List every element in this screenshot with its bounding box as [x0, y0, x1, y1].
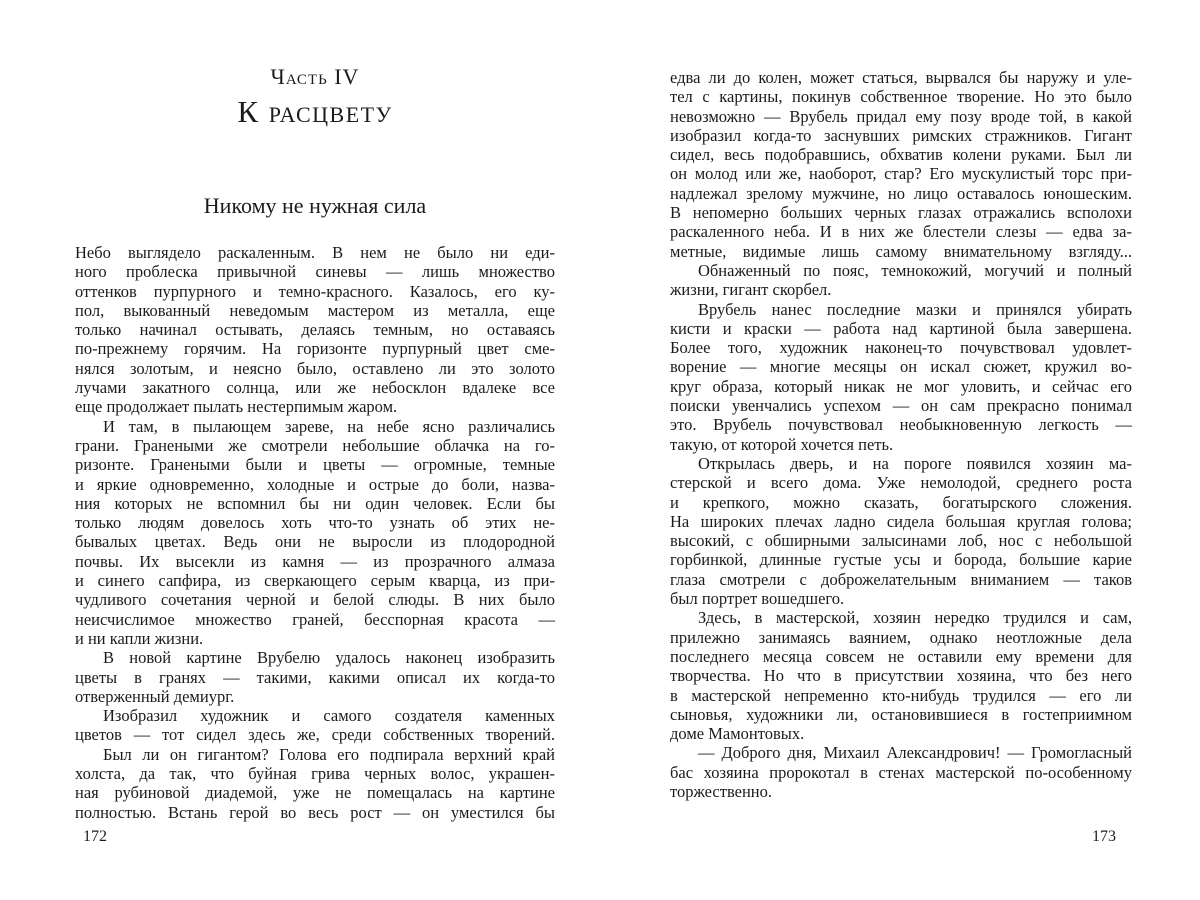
- paragraph: [670, 608, 1132, 743]
- page-number-left: 172: [83, 828, 107, 845]
- text-line: ная рубиновой диадемой, уже не помещалась на картине: [75, 783, 555, 803]
- text-line: надлежал зрелому мужчине, но лицо оставалось юношеским.: [670, 183, 1132, 203]
- text-line: — Доброго дня, Михаил Александрович! — Громогласный: [698, 743, 1132, 763]
- text-line: Более того, художник наконец-то почувствовал удовлет-: [670, 338, 1132, 358]
- text-line: только начинал остывать, делаясь темным, но оставаясь: [75, 320, 555, 340]
- paragraph: [670, 68, 1132, 261]
- page-body-left: [75, 243, 555, 822]
- text-line: В непомерно больших черных глазах отражались всполохи: [670, 203, 1132, 223]
- text-line: Небо выглядело раскаленным. В нем не было ни еди-: [75, 243, 555, 262]
- page-right: [670, 0, 1132, 900]
- text-line: бас хозяина пророкотал в стенах мастерской по-особенному: [670, 762, 1132, 782]
- text-line: это. Врубель почувствовал необыкновенную легкость —: [670, 415, 1132, 435]
- chapter-title: Никому не нужная сила: [203, 193, 427, 218]
- text-line: цветов — тот сидел здесь же, среди собственных творений.: [75, 725, 555, 745]
- part-label: Часть IV: [270, 64, 360, 89]
- text-line: чудливого сочетания черной и белой слюды. В них было: [75, 590, 555, 610]
- text-line: На широких плечах ладно сидела большая круглая голова;: [670, 511, 1132, 531]
- text-line: творчества. Но что в присутствии хозяина, что без него: [670, 666, 1132, 686]
- text-line: и яркие одновременно, холодные и острые до боли, назва-: [75, 474, 555, 494]
- text-line: метные, видимые лишь самому внимательному взгляду...: [670, 241, 1132, 261]
- page-body-right: [670, 68, 1132, 801]
- text-line: в мастерской непременно кто-нибудь трудился — его ли: [670, 685, 1132, 705]
- text-line: нялся золотым, и неясно было, оставлено ли это золото: [75, 358, 555, 378]
- text-line: прилежно занимаясь ваянием, однако неотложные дела: [670, 627, 1132, 647]
- text-line: поиски увенчались успехом — он сам прекрасно понимал: [670, 396, 1132, 416]
- paragraph: [75, 706, 555, 745]
- text-line: Изобразил художник и самого создателя каменных: [103, 706, 555, 726]
- part-title: К расцвету: [237, 94, 393, 129]
- text-line: бывалых цветах. Ведь они не выросли из плодородной: [75, 532, 555, 552]
- text-line: круг образа, который никак не мог уловить, и сейчас его: [670, 376, 1132, 396]
- text-line: полностью. Встань герой во весь рост — он уместился бы: [75, 802, 555, 822]
- text-line: оттенков пурпурного и темно-красного. Казалось, его ку-: [75, 281, 555, 301]
- page-left: [75, 0, 555, 900]
- paragraph: [75, 648, 555, 706]
- text-line: грани. Гранеными же смотрели небольшие облачка на го-: [75, 435, 555, 455]
- text-line: Врубель нанес последние мазки и принялся убирать: [698, 299, 1132, 319]
- text-line: отверженный демиург.: [75, 686, 235, 706]
- text-line: торжественно.: [670, 781, 772, 801]
- text-line: он молод или же, наоборот, стар? Его мускулистый торс при-: [670, 164, 1132, 184]
- text-line: и ни капли жизни.: [75, 628, 204, 648]
- page-number-right: 173: [1092, 828, 1116, 845]
- text-line: доме Мамонтовых.: [670, 724, 805, 744]
- text-line: пол, выкованный неведомым мастером из металла, еще: [75, 300, 555, 320]
- text-line: невозможно — Врубель придал ему позу вроде той, в какой: [670, 106, 1132, 126]
- text-line: ризонте. Гранеными были и цветы — огромные, темные: [75, 455, 555, 475]
- text-line: ного проблеска привычной синевы — лишь множество: [75, 262, 555, 282]
- text-line: раскаленного неба. И в них же блестели слезы — едва за-: [670, 222, 1132, 242]
- text-line: И там, в пылающем зареве, на небе ясно различались: [103, 416, 555, 436]
- text-line: последнего месяца совсем не оставили ему времени для: [670, 646, 1132, 666]
- paragraph: [670, 454, 1132, 608]
- text-line: высокий, с обширными залысинами лоб, нос с небольшой: [670, 531, 1132, 551]
- text-line: Здесь, в мастерской, хозяин нередко трудился и сам,: [698, 608, 1132, 628]
- text-line: еще продолжает пылать нестерпимым жаром.: [75, 397, 398, 417]
- paragraph: [75, 745, 555, 822]
- text-line: жизни, гигант скорбел.: [670, 280, 832, 300]
- text-line: и крепкого, можно сказать, богатырского сложения.: [670, 492, 1132, 512]
- text-line: едва ли до колен, может статься, вырвался бы наружу и уле-: [670, 68, 1132, 87]
- text-line: такую, от которой хочется петь.: [670, 434, 894, 454]
- text-line: тел с картины, покинув собственное творение. Но это было: [670, 87, 1132, 107]
- text-line: В новой картине Врубелю удалось наконец изобразить: [103, 648, 555, 668]
- text-line: Открылась дверь, и на пороге появился хозяин ма-: [698, 453, 1132, 473]
- text-line: только людям довелось хоть что-то узнать об этих не-: [75, 513, 555, 533]
- text-line: лучами закатного солнца, или же небосклон вдалеке все: [75, 378, 555, 398]
- text-line: ворение — многие месяцы он искал сюжет, кружил во-: [670, 357, 1132, 377]
- text-line: Был ли он гигантом? Голова его подпирала верхний край: [103, 744, 555, 764]
- text-line: по-прежнему горячим. На горизонте пурпурный цвет сме-: [75, 339, 555, 359]
- text-line: и синего сапфира, из сверкающего серым кварца, из при-: [75, 571, 555, 591]
- paragraph: [670, 743, 1132, 801]
- text-line: изобразил когда-то заснувших римских стражников. Гигант: [670, 125, 1132, 145]
- text-line: сидел, весь подобравшись, обхватив колени руками. Был ли: [670, 145, 1132, 165]
- text-line: ния которых не вспомнил бы ни один человек. Если бы: [75, 493, 555, 513]
- text-line: Обнаженный по пояс, темнокожий, могучий и полный: [698, 260, 1132, 280]
- text-line: стерской и всего дома. Уже немолодой, среднего роста: [670, 473, 1132, 493]
- paragraph: [75, 417, 555, 649]
- text-line: сыновья, художники ли, остановившиеся в гостеприимном: [670, 704, 1132, 724]
- text-line: горбинкой, длинные густые усы и борода, большие карие: [670, 550, 1132, 570]
- text-line: цветы в гранях — такими, какими описал их когда-то: [75, 667, 555, 687]
- text-line: глаза смотрели с доброжелательным вниманием — таков: [670, 569, 1132, 589]
- text-line: холста, да так, что буйная грива черных волос, украшен-: [75, 764, 555, 784]
- paragraph: [670, 300, 1132, 454]
- paragraph: [75, 243, 555, 417]
- text-line: был портрет вошедшего.: [670, 589, 845, 609]
- paragraph: [670, 261, 1132, 300]
- text-line: неисчислимое множество граней, бесспорная красота —: [75, 609, 555, 629]
- text-line: кисти и краски — работа над картиной была завершена.: [670, 318, 1132, 338]
- text-line: почвы. Их высекли из камня — из прозрачного алмаза: [75, 551, 555, 571]
